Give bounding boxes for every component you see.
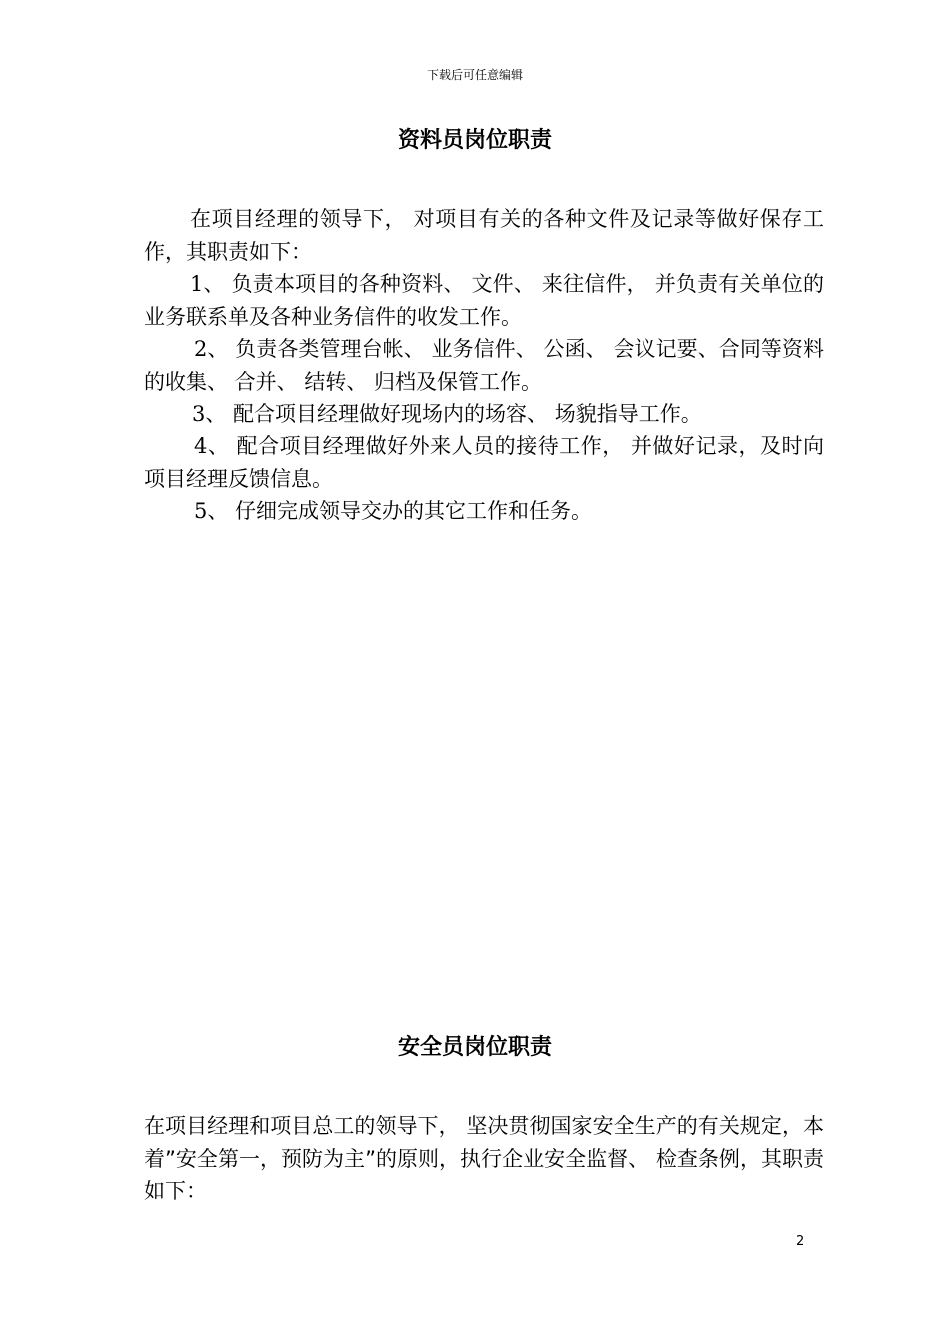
safety-intro-paragraph: 在项目经理和项目总工的领导下， 坚决贯彻国家安全生产的有关规定，本着”安全第一，预防为主”的原则，执行企业安全监督、 检查条例，其职责如下： (144, 1114, 824, 1203)
section-title-safety-officer: 安全员岗位职责 (397, 1035, 552, 1060)
duty-number: 1 (190, 272, 204, 296)
duty-number: 5 (194, 499, 208, 523)
section-title-document-clerk: 资料员岗位职责 (397, 128, 552, 153)
duty-item (144, 268, 824, 333)
duty-item (144, 430, 824, 495)
duty-number: 4 (194, 434, 208, 458)
page-number: 2 (796, 1234, 805, 1249)
duty-item (144, 333, 824, 398)
duty-text: 、 配合项目经理做好现场内的场容、 场貌指导工作。 (205, 402, 702, 426)
intro-paragraph: 在项目经理的领导下， 对项目有关的各种文件及记录等做好保存工作，其职责如下： (144, 207, 824, 264)
duty-item (144, 495, 824, 528)
duty-item (144, 398, 824, 431)
duty-text: 、 负责各类管理台帐、 业务信件、 公函、 会议记要、合同等资料的收集、 合并、 结转、 归档及保管工作。 (144, 337, 824, 394)
duty-text: 、 仔细完成领导交办的其它工作和任务。 (207, 499, 593, 523)
header-note: 下载后可任意编辑 (426, 68, 523, 82)
duty-number: 3 (192, 402, 206, 426)
duty-text: 、 配合项目经理做好外来人员的接待工作， 并做好记录，及时向项目经理反馈信息。 (144, 434, 824, 491)
duty-number: 2 (194, 337, 208, 361)
duty-text: 、 负责本项目的各种资料、 文件、 来往信件， 并负责有关单位的业务联系单及各种业务信件的收发工作。 (144, 272, 824, 329)
